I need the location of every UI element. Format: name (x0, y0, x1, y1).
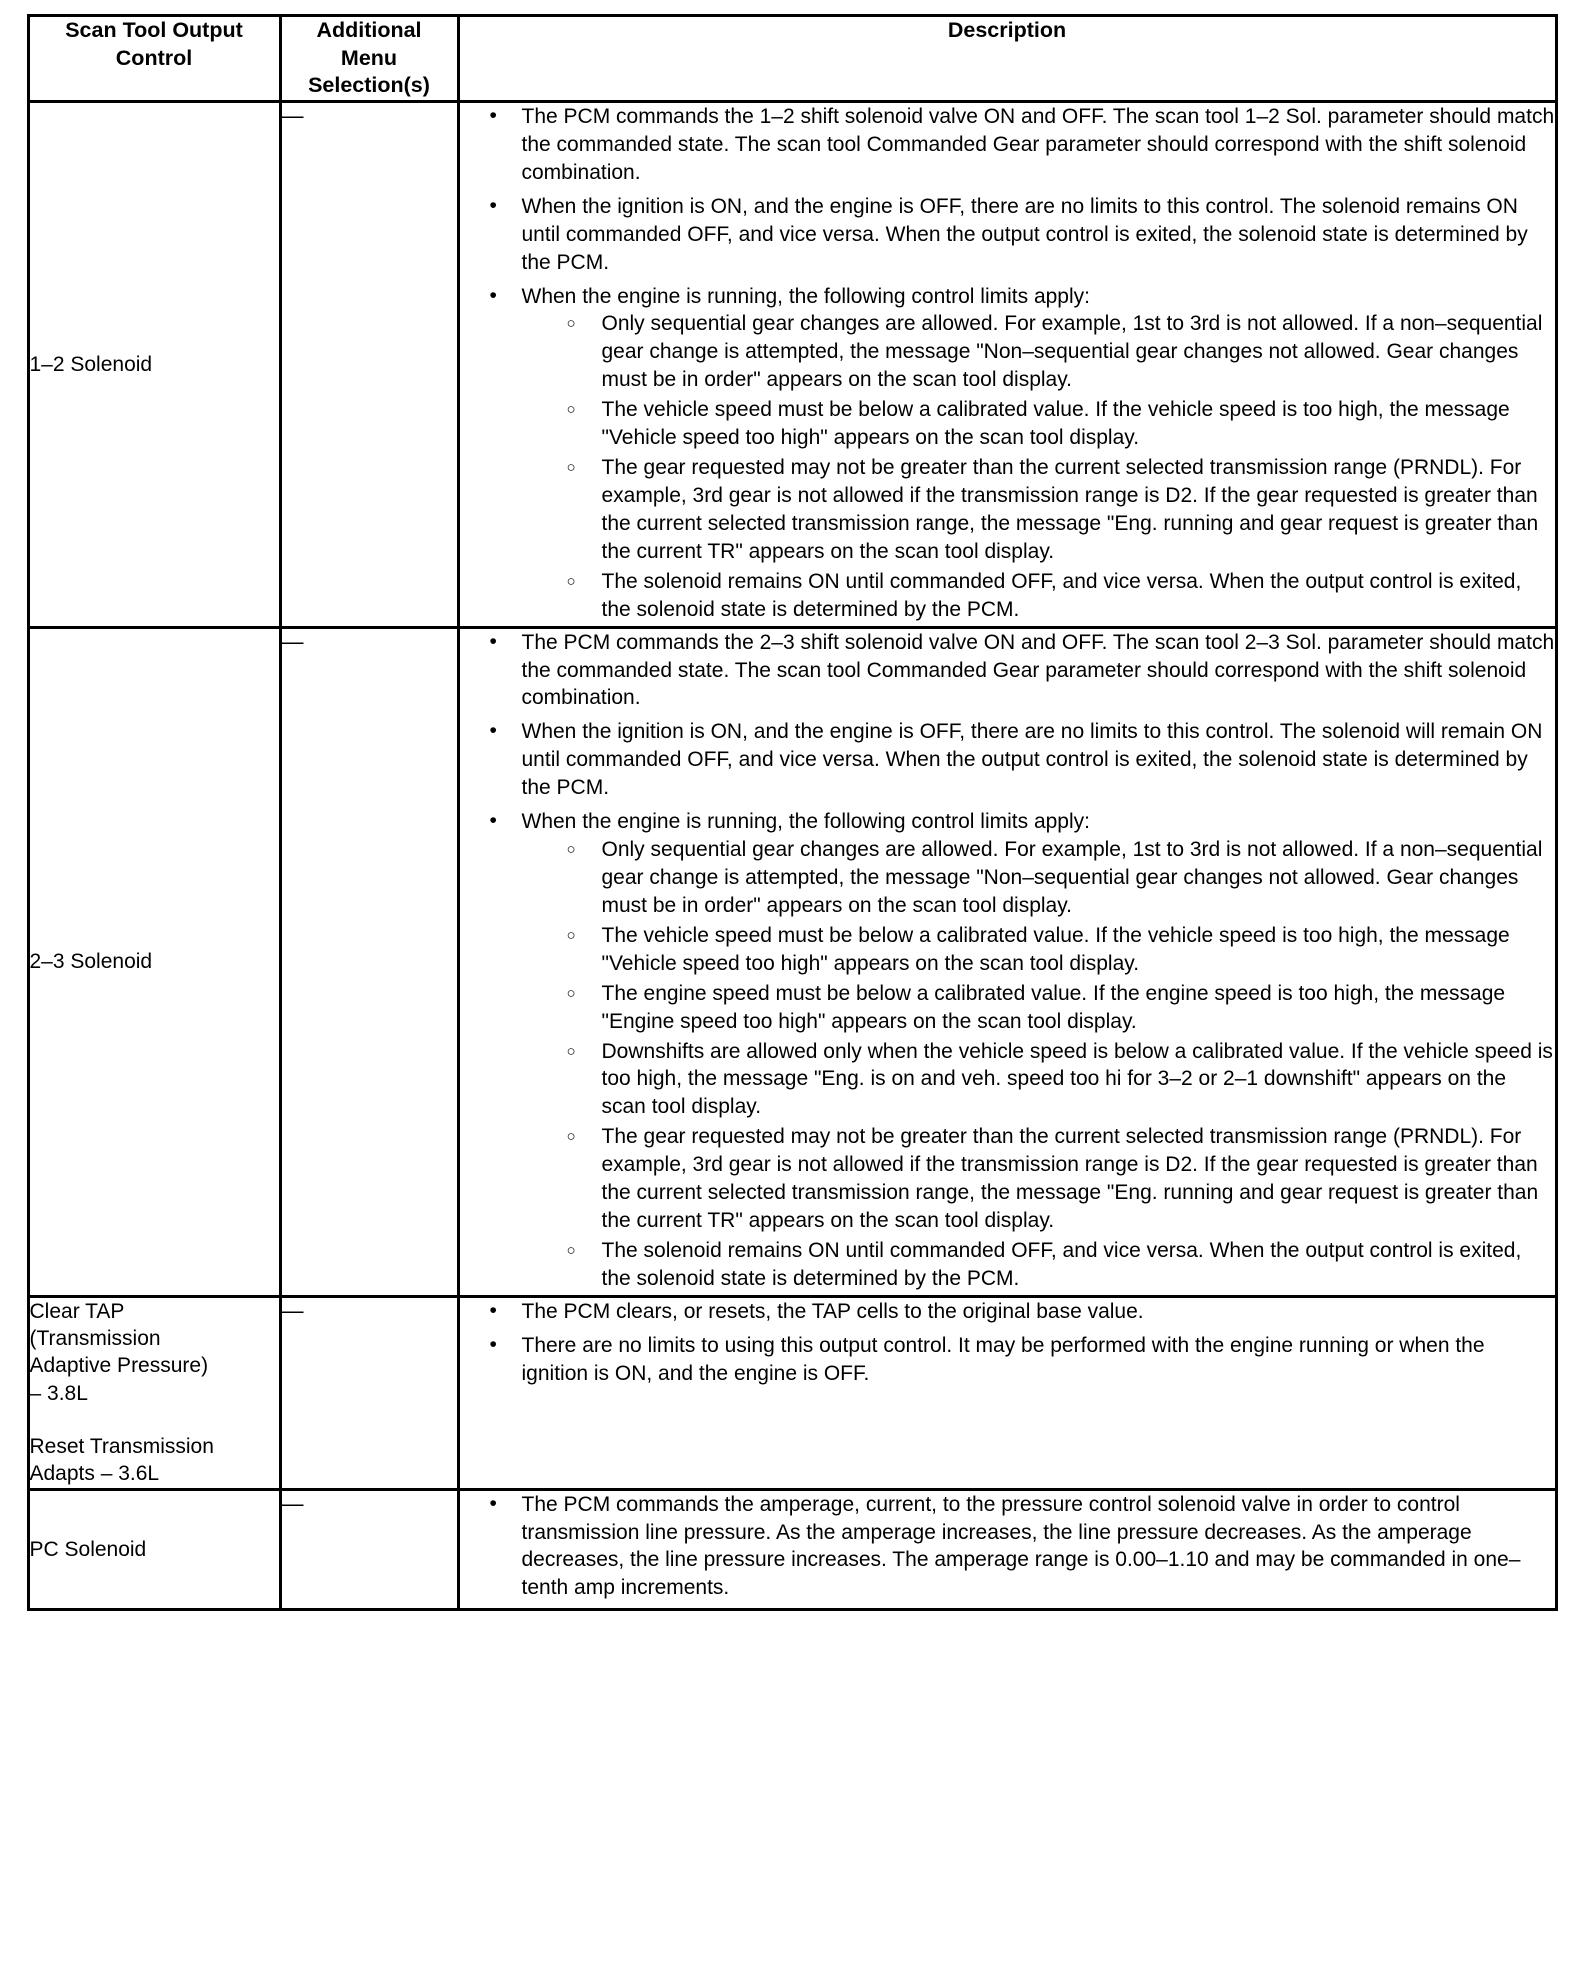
bullet-text: The PCM commands the 2–3 shift solenoid valve ON and OFF. The scan tool 2–3 Sol. parameter should match the commanded state. The scan tool Commanded Gear parameter should correspond with the shift solenoid combination. (521, 630, 1555, 710)
table-header (28, 16, 1556, 102)
row-control-name (28, 1489, 280, 1610)
row-menu-selection (280, 1296, 458, 1489)
sub-bullet-text: Only sequential gear changes are allowed. For example, 1st to 3rd is not allowed. If a non–sequential gear change is attempted, the message "Non–sequential gear changes not allowed. Gear changes must be in order" appears on the scan tool display. (601, 838, 1543, 917)
scan-tool-output-control-table (27, 14, 1558, 1611)
control-line: 2–3 Solenoid (29, 950, 153, 974)
sub-bullet-text: The vehicle speed must be below a calibrated value. If the vehicle speed is too high, the message "Vehicle speed too high" appears on the scan tool display. (601, 398, 1510, 450)
row-description (458, 1489, 1556, 1610)
row-menu-selection (280, 102, 458, 628)
header-line: Menu (340, 45, 398, 70)
sub-bullet-item (522, 310, 1555, 394)
bullet-text: When the engine is running, the following control limits apply: (521, 810, 1090, 834)
sub-bullet-item (522, 1237, 1555, 1293)
bullet-text: When the ignition is ON, and the engine is OFF, there are no limits to this control. The solenoid will remain ON until commanded OFF, and vice versa. When the output control is exited, the solenoid state is determined by the PCM. (521, 720, 1543, 800)
sub-bullet-item (522, 922, 1555, 978)
control-line: Reset Transmission (29, 1434, 214, 1458)
control-line: Adaptive Pressure) (29, 1354, 209, 1378)
bullet-item (460, 283, 1555, 624)
sub-bullet-item (522, 1038, 1555, 1122)
bullet-item (460, 103, 1555, 187)
row-menu-selection (280, 1489, 458, 1610)
bullet-text: There are no limits to using this output control. It may be performed with the engine running or when the ignition is ON, and the engine is OFF. (521, 1333, 1485, 1385)
header-line: Scan Tool Output (65, 18, 243, 42)
header-line: Control (115, 45, 193, 70)
sub-bullet-item (522, 568, 1555, 624)
control-line: Adapts – 3.6L (29, 1462, 160, 1486)
row-description (458, 102, 1556, 628)
row-control-name (28, 627, 280, 1296)
table-row (28, 1296, 1556, 1489)
description-bullet-list (460, 629, 1555, 1293)
row-description (458, 627, 1556, 1296)
control-line: Clear TAP (29, 1299, 125, 1323)
control-line: 1–2 Solenoid (29, 352, 153, 376)
description-bullet-list (460, 1491, 1555, 1603)
control-line: – 3.8L (29, 1381, 88, 1405)
sub-bullet-text: The gear requested may not be greater than the current selected transmission range (PRNDL). For example, 3rd gear is not allowed if the transmission range is D2. If the gear requested is greater than the current selected transmission range, the message "Eng. running and gear request is greater than the current TR" appears on the scan tool display. (601, 456, 1539, 563)
bullet-item (460, 629, 1555, 713)
row-description (458, 1296, 1556, 1489)
table-row (28, 1489, 1556, 1610)
sub-bullet-text: Downshifts are allowed only when the vehicle speed is below a calibrated value. If the vehicle speed is too high, the message "Eng. is on and veh. speed too hi for 3–2 or 2–1 downshift" appears on the scan tool display. (601, 1039, 1553, 1119)
bullet-item (460, 193, 1555, 277)
header-line: Selection(s) (308, 73, 430, 98)
bullet-item (460, 1332, 1555, 1388)
header-line: Additional (316, 18, 422, 42)
row-menu-selection (280, 627, 458, 1296)
header-additional-menu-selections (280, 16, 458, 102)
bullet-text: When the engine is running, the following control limits apply: (521, 284, 1090, 308)
bullet-item (460, 718, 1555, 802)
menu-dash: — (281, 1297, 304, 1323)
sub-bullet-text: The solenoid remains ON until commanded OFF, and vice versa. When the output control is exited, the solenoid state is determined by the PCM. (601, 569, 1522, 621)
description-sub-bullet-list (522, 836, 1555, 1293)
description-bullet-list (460, 103, 1555, 624)
bullet-text: The PCM commands the 1–2 shift solenoid valve ON and OFF. The scan tool 1–2 Sol. parameter should match the commanded state. The scan tool Commanded Gear parameter should correspond with the shift solenoid combination. (521, 105, 1555, 184)
bullet-item (460, 1298, 1555, 1326)
header-scan-tool-output-control (28, 16, 280, 102)
header-description: Description (458, 16, 1556, 102)
description-bullet-list (460, 1298, 1555, 1388)
table-row (28, 102, 1556, 628)
control-line: PC Solenoid (29, 1537, 147, 1561)
sub-bullet-text: The solenoid remains ON until commanded OFF, and vice versa. When the output control is exited, the solenoid state is determined by the PCM. (601, 1238, 1522, 1290)
menu-dash: — (281, 1490, 304, 1516)
bullet-item (460, 1491, 1555, 1603)
menu-dash: — (281, 628, 304, 654)
description-sub-bullet-list (522, 310, 1555, 623)
menu-dash: — (281, 103, 304, 128)
sub-bullet-item (522, 454, 1555, 566)
sub-bullet-item (522, 836, 1555, 920)
sub-bullet-text: Only sequential gear changes are allowed. For example, 1st to 3rd is not allowed. If a non–sequential gear change is attempted, the message "Non–sequential gear changes not allowed. Gear changes must be in order" appears on the scan tool display. (601, 312, 1543, 392)
sub-bullet-text: The gear requested may not be greater than the current selected transmission range (PRNDL). For example, 3rd gear is not allowed if the transmission range is D2. If the gear requested is greater than the current selected transmission range, the message "Eng. running and gear request is greater than the current TR" appears on the scan tool display. (601, 1125, 1539, 1233)
control-spacer (30, 1407, 279, 1433)
row-control-name (28, 102, 280, 628)
table-body (28, 102, 1556, 1610)
header-row (28, 16, 1556, 102)
bullet-text: When the ignition is ON, and the engine is OFF, there are no limits to this control. The solenoid remains ON until commanded OFF, and vice versa. When the output control is exited, the solenoid state is determined by the PCM. (521, 194, 1528, 274)
control-line: (Transmission (29, 1327, 161, 1351)
sub-bullet-text: The engine speed must be below a calibrated value. If the engine speed is too high, the message "Engine speed too high" appears on the scan tool display. (601, 981, 1506, 1033)
sub-bullet-item (522, 980, 1555, 1036)
bullet-item (460, 808, 1555, 1293)
row-control-name (28, 1296, 280, 1489)
sub-bullet-item (522, 396, 1555, 452)
table-row (28, 627, 1556, 1296)
sub-bullet-text: The vehicle speed must be below a calibrated value. If the vehicle speed is too high, the message "Vehicle speed too high" appears on the scan tool display. (601, 923, 1510, 975)
bullet-text: The PCM clears, or resets, the TAP cells to the original base value. (521, 1299, 1144, 1323)
sub-bullet-item (522, 1123, 1555, 1235)
bullet-text: The PCM commands the amperage, current, to the pressure control solenoid valve in order to control transmission line pressure. As the amperage increases, the line pressure decreases. As the amperage decreases, the line pressure increases. The amperage range is 0.00–1.10 and may be commanded in one–tenth amp increments. (521, 1492, 1521, 1600)
